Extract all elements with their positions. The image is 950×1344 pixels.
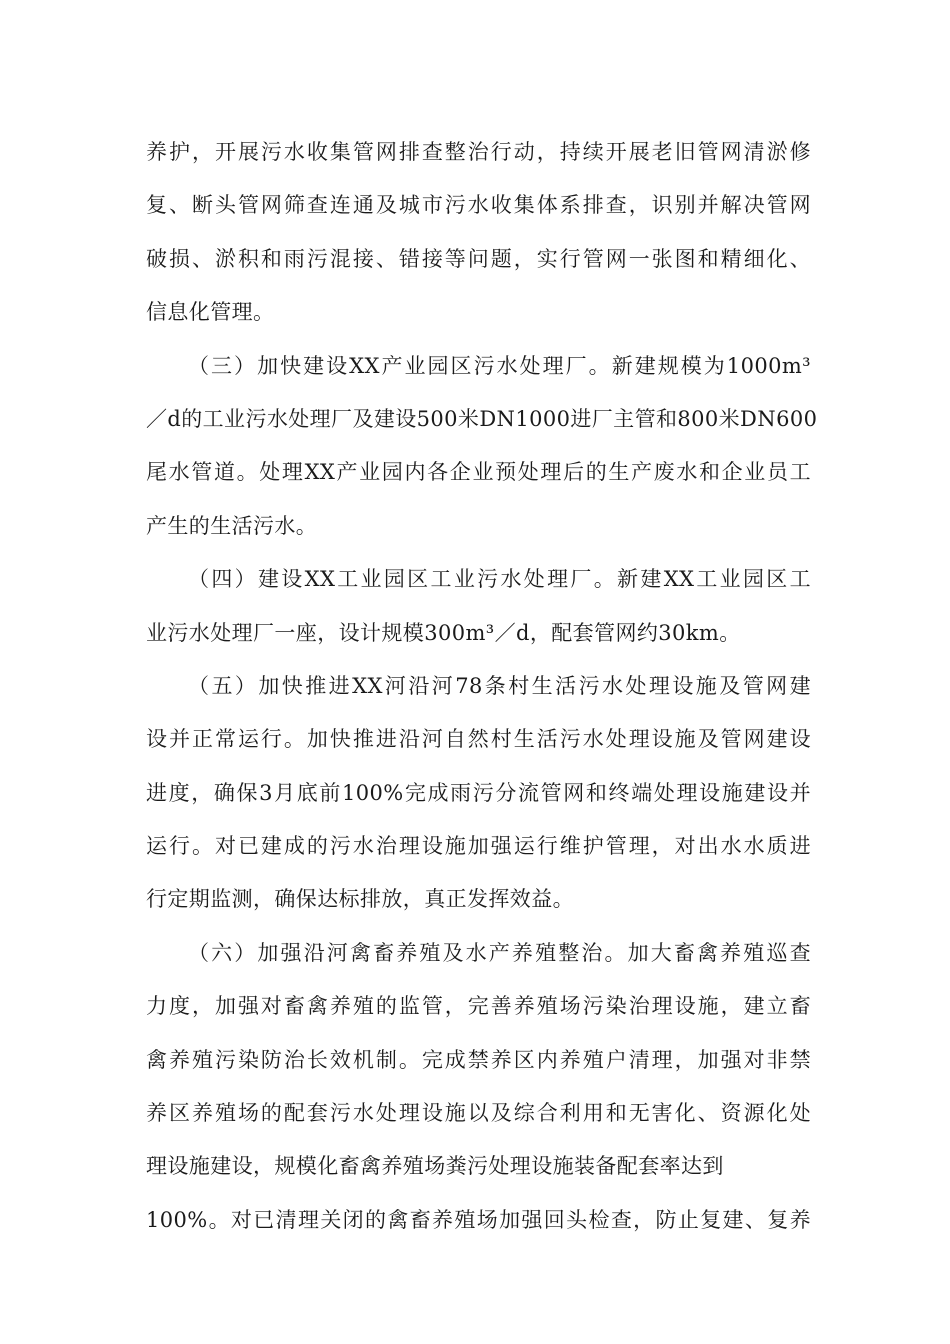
- paragraph-line: （六）加强沿河禽畜养殖及水产养殖整治。加大畜禽养殖巡查: [188, 940, 811, 965]
- paragraph-line: 进度，确保3月底前100%完成雨污分流管网和终端处理设施建设并: [146, 780, 811, 805]
- paragraph-line: 养护，开展污水收集管网排查整治行动，持续开展老旧管网清淤修: [146, 140, 811, 164]
- paragraph-line: 破损、淤积和雨污混接、错接等问题，实行管网一张图和精细化、: [146, 246, 811, 271]
- paragraph-line: 尾水管道。处理XX产业园内各企业预处理后的生产废水和企业员工: [146, 460, 811, 485]
- paragraph-line: 100%。对已清理关闭的禽畜养殖场加强回头检查，防止复建、复养: [146, 1207, 811, 1232]
- paragraph-line: 养区养殖场的配套污水处理设施以及综合利用和无害化、资源化处: [146, 1101, 811, 1126]
- paragraph-line: 业污水处理厂一座，设计规模300m³／d，配套管网约30km。: [146, 620, 741, 645]
- paragraph-line: ／d的工业污水处理厂及建设500米DN1000进厂主管和800米DN600: [146, 406, 818, 431]
- paragraph-line: 运行。对已建成的污水治理设施加强运行维护管理，对出水水质进: [146, 834, 811, 859]
- paragraph-line: 理设施建设，规模化畜禽养殖场粪污处理设施装备配套率达到: [146, 1154, 724, 1179]
- paragraph-line: 行定期监测，确保达标排放，真正发挥效益。: [146, 887, 574, 912]
- paragraph-line: 禽养殖污染防治长效机制。完成禁养区内养殖户清理，加强对非禁: [146, 1047, 811, 1072]
- paragraph-line: 复、断头管网筛查连通及城市污水收集体系排查，识别并解决管网: [146, 193, 811, 218]
- paragraph-line: 力度，加强对畜禽养殖的监管，完善养殖场污染治理设施，建立畜: [146, 994, 811, 1019]
- document-body: [146, 126, 818, 1247]
- paragraph-line: （四）建设XX工业园区工业污水处理厂。新建XX工业园区工: [188, 567, 811, 592]
- paragraph-line: 设并正常运行。加快推进沿河自然村生活污水处理设施及管网建设: [146, 727, 811, 752]
- paragraph-line: （五）加快推进XX河沿河78条村生活污水处理设施及管网建: [188, 673, 811, 698]
- paragraph-line: 信息化管理。: [146, 300, 275, 325]
- paragraph-line: （三）加快建设XX产业园区污水处理厂。新建规模为1000m³: [188, 353, 811, 378]
- paragraph-line: 产生的生活污水。: [146, 513, 318, 538]
